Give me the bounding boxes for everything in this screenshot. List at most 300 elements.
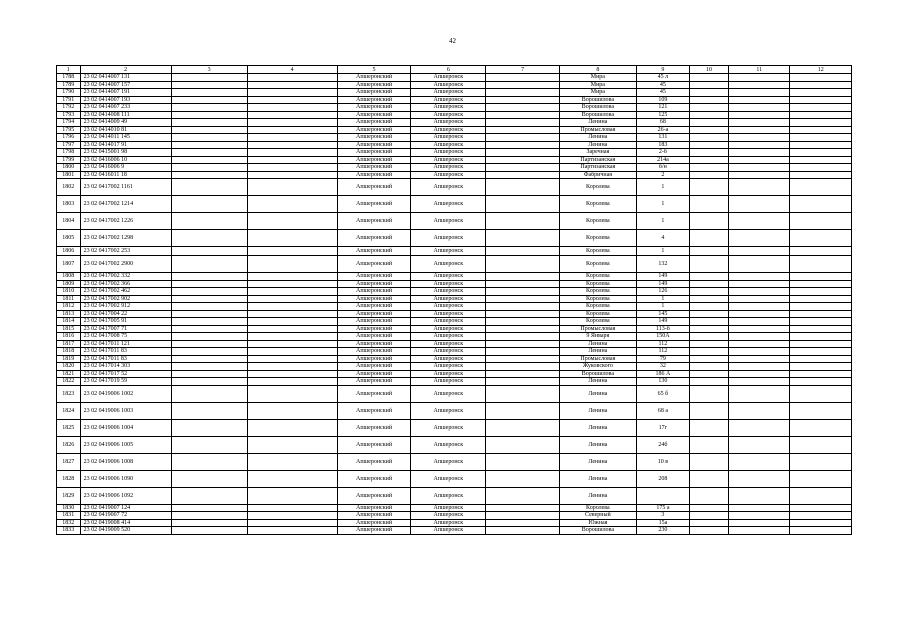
column-12-cell (790, 333, 852, 341)
column-12-cell (790, 247, 852, 256)
column-12-cell (790, 402, 852, 419)
column-3-cell (171, 273, 247, 281)
house-number-cell: 126 (636, 288, 689, 296)
column-7-cell (486, 156, 560, 164)
column-10-cell (690, 141, 729, 149)
column-11-cell (728, 419, 789, 436)
district-cell: Апшеронский (337, 247, 411, 256)
cadastral-number-cell: 23 02 0417011 121 (80, 340, 171, 348)
column-3-cell (171, 370, 247, 378)
house-number-cell: 214а (636, 156, 689, 164)
row-number-cell: 1793 (57, 111, 81, 119)
table-row (57, 247, 852, 256)
column-11-cell (728, 256, 789, 273)
column-4-cell (247, 310, 337, 318)
table-row (57, 527, 852, 535)
column-11-cell (728, 280, 789, 288)
street-cell: Партизанская (559, 156, 636, 164)
column-12-cell (790, 370, 852, 378)
column-12-cell (790, 164, 852, 172)
column-7-cell (486, 247, 560, 256)
column-11-cell (728, 156, 789, 164)
table-row (57, 419, 852, 436)
district-cell: Апшеронский (337, 119, 411, 127)
cadastral-number-cell: 23 02 0416011 18 (80, 171, 171, 179)
street-cell: Ворошилова (559, 111, 636, 119)
district-cell: Апшеронский (337, 74, 411, 82)
column-header-1: 1 (57, 66, 81, 74)
street-cell: Ленина (559, 141, 636, 149)
cadastral-number-cell: 23 02 0414007 193 (80, 96, 171, 104)
district-cell: Апшеронский (337, 519, 411, 527)
column-12-cell (790, 487, 852, 504)
column-10-cell (690, 288, 729, 296)
column-12-cell (790, 196, 852, 213)
street-cell: Северный (559, 512, 636, 520)
column-10-cell (690, 89, 729, 97)
column-7-cell (486, 355, 560, 363)
column-12-cell (790, 288, 852, 296)
row-number-cell: 1801 (57, 171, 81, 179)
city-cell: Апшеронск (411, 348, 486, 356)
column-10-cell (690, 370, 729, 378)
city-cell: Апшеронск (411, 318, 486, 326)
street-cell: Королева (559, 280, 636, 288)
column-10-cell (690, 470, 729, 487)
column-11-cell (728, 81, 789, 89)
city-cell: Апшеронск (411, 385, 486, 402)
column-10-cell (690, 318, 729, 326)
column-4-cell (247, 348, 337, 356)
column-10-cell (690, 453, 729, 470)
house-number-cell: 4 (636, 230, 689, 247)
house-number-cell: 150А (636, 333, 689, 341)
city-cell: Апшеронск (411, 527, 486, 535)
street-cell: Ленина (559, 119, 636, 127)
column-11-cell (728, 295, 789, 303)
house-number-cell: 230 (636, 527, 689, 535)
street-cell: Мира (559, 89, 636, 97)
street-cell: Южная (559, 519, 636, 527)
city-cell: Апшеронск (411, 164, 486, 172)
column-7-cell (486, 453, 560, 470)
house-number-cell (636, 487, 689, 504)
street-cell: Ленина (559, 487, 636, 504)
row-number-cell: 1809 (57, 280, 81, 288)
column-10-cell (690, 303, 729, 311)
column-3-cell (171, 141, 247, 149)
district-cell: Апшеронский (337, 96, 411, 104)
column-12-cell (790, 111, 852, 119)
column-11-cell (728, 273, 789, 281)
row-number-cell: 1810 (57, 288, 81, 296)
street-cell: Промысловая (559, 126, 636, 134)
house-number-cell: 1 (636, 295, 689, 303)
column-10-cell (690, 348, 729, 356)
cadastral-number-cell: 23 02 0414017 91 (80, 141, 171, 149)
table-row (57, 179, 852, 196)
column-11-cell (728, 402, 789, 419)
column-11-cell (728, 378, 789, 386)
street-cell: Ворошилова (559, 104, 636, 112)
column-3-cell (171, 156, 247, 164)
column-12-cell (790, 119, 852, 127)
city-cell: Апшеронск (411, 213, 486, 230)
city-cell: Апшеронск (411, 111, 486, 119)
cadastral-number-cell: 23 02 0416006 10 (80, 156, 171, 164)
table-row (57, 310, 852, 318)
column-7-cell (486, 164, 560, 172)
column-3-cell (171, 104, 247, 112)
cadastral-number-cell: 23 02 0417002 332 (80, 273, 171, 281)
row-number-cell: 1788 (57, 74, 81, 82)
row-number-cell: 1797 (57, 141, 81, 149)
house-number-cell: 45 (636, 89, 689, 97)
table-row (57, 340, 852, 348)
house-number-cell: 130 (636, 378, 689, 386)
column-4-cell (247, 303, 337, 311)
city-cell: Апшеронск (411, 126, 486, 134)
row-number-cell: 1794 (57, 119, 81, 127)
column-12-cell (790, 141, 852, 149)
street-cell: Промысловая (559, 355, 636, 363)
house-number-cell: 10 в (636, 453, 689, 470)
table-row (57, 318, 852, 326)
street-cell: Королева (559, 273, 636, 281)
house-number-cell: 175 а (636, 504, 689, 512)
city-cell: Апшеронск (411, 280, 486, 288)
street-cell: Ленина (559, 134, 636, 142)
district-cell: Апшеронский (337, 149, 411, 157)
row-number-cell: 1818 (57, 348, 81, 356)
district-cell: Апшеронский (337, 487, 411, 504)
table-row (57, 378, 852, 386)
row-number-cell: 1800 (57, 164, 81, 172)
table-body (57, 74, 852, 535)
column-4-cell (247, 512, 337, 520)
row-number-cell: 1811 (57, 295, 81, 303)
column-7-cell (486, 230, 560, 247)
column-4-cell (247, 370, 337, 378)
column-11-cell (728, 470, 789, 487)
column-11-cell (728, 111, 789, 119)
column-12-cell (790, 436, 852, 453)
column-4-cell (247, 256, 337, 273)
column-3-cell (171, 81, 247, 89)
column-10-cell (690, 436, 729, 453)
column-10-cell (690, 295, 729, 303)
column-10-cell (690, 149, 729, 157)
row-number-cell: 1820 (57, 363, 81, 371)
table-row (57, 348, 852, 356)
street-cell: Ленина (559, 419, 636, 436)
column-3-cell (171, 134, 247, 142)
district-cell: Апшеронский (337, 402, 411, 419)
column-11-cell (728, 89, 789, 97)
column-4-cell (247, 126, 337, 134)
column-7-cell (486, 385, 560, 402)
column-4-cell (247, 156, 337, 164)
column-11-cell (728, 213, 789, 230)
column-11-cell (728, 179, 789, 196)
cadastral-number-cell: 23 02 0416006 9 (80, 164, 171, 172)
column-header-4: 4 (247, 66, 337, 74)
city-cell: Апшеронск (411, 303, 486, 311)
street-cell: Ленина (559, 340, 636, 348)
column-7-cell (486, 378, 560, 386)
street-cell: Мира (559, 81, 636, 89)
column-3-cell (171, 512, 247, 520)
column-3-cell (171, 196, 247, 213)
city-cell: Апшеронск (411, 156, 486, 164)
district-cell: Апшеронский (337, 310, 411, 318)
column-header-10: 10 (690, 66, 729, 74)
cadastral-number-cell: 23 02 0417002 1214 (80, 196, 171, 213)
column-4-cell (247, 81, 337, 89)
city-cell: Апшеронск (411, 419, 486, 436)
street-cell: Промысловая (559, 325, 636, 333)
column-10-cell (690, 256, 729, 273)
column-10-cell (690, 134, 729, 142)
column-4-cell (247, 419, 337, 436)
city-cell: Апшеронск (411, 512, 486, 520)
column-12-cell (790, 134, 852, 142)
column-12-cell (790, 156, 852, 164)
city-cell: Апшеронск (411, 273, 486, 281)
column-7-cell (486, 419, 560, 436)
column-7-cell (486, 74, 560, 82)
table-row (57, 363, 852, 371)
district-cell: Апшеронский (337, 141, 411, 149)
column-12-cell (790, 310, 852, 318)
column-10-cell (690, 126, 729, 134)
column-11-cell (728, 325, 789, 333)
table-row (57, 303, 852, 311)
column-header-3: 3 (171, 66, 247, 74)
column-11-cell (728, 126, 789, 134)
house-number-cell: 1 (636, 196, 689, 213)
column-4-cell (247, 333, 337, 341)
cadastral-number-cell: 23 02 0417002 1226 (80, 213, 171, 230)
district-cell: Апшеронский (337, 81, 411, 89)
house-number-cell: 1 (636, 303, 689, 311)
cadastral-number-cell: 23 02 0419009 520 (80, 527, 171, 535)
column-7-cell (486, 295, 560, 303)
cadastral-number-cell: 23 02 0419006 1002 (80, 385, 171, 402)
column-4-cell (247, 96, 337, 104)
city-cell: Апшеронск (411, 363, 486, 371)
row-number-cell: 1789 (57, 81, 81, 89)
column-11-cell (728, 164, 789, 172)
column-11-cell (728, 436, 789, 453)
column-3-cell (171, 230, 247, 247)
street-cell: Заречная (559, 149, 636, 157)
cadastral-number-cell: 23 02 0414007 131 (80, 74, 171, 82)
cadastral-number-cell: 23 02 0417002 1298 (80, 230, 171, 247)
cadastral-number-cell: 23 02 0417011 83 (80, 355, 171, 363)
street-cell: Ленина (559, 402, 636, 419)
table-row (57, 134, 852, 142)
column-12-cell (790, 340, 852, 348)
column-7-cell (486, 519, 560, 527)
column-4-cell (247, 295, 337, 303)
column-7-cell (486, 348, 560, 356)
column-10-cell (690, 355, 729, 363)
street-cell: Королева (559, 504, 636, 512)
column-4-cell (247, 247, 337, 256)
column-4-cell (247, 280, 337, 288)
city-cell: Апшеронск (411, 295, 486, 303)
column-7-cell (486, 111, 560, 119)
column-10-cell (690, 230, 729, 247)
column-header-5: 5 (337, 66, 411, 74)
city-cell: Апшеронск (411, 141, 486, 149)
column-4-cell (247, 325, 337, 333)
column-11-cell (728, 504, 789, 512)
cadastral-number-cell: 23 02 0414009 49 (80, 119, 171, 127)
district-cell: Апшеронский (337, 171, 411, 179)
row-number-cell: 1833 (57, 527, 81, 535)
column-12-cell (790, 348, 852, 356)
district-cell: Апшеронский (337, 295, 411, 303)
column-7-cell (486, 340, 560, 348)
column-3-cell (171, 126, 247, 134)
column-11-cell (728, 385, 789, 402)
column-3-cell (171, 487, 247, 504)
city-cell: Апшеронск (411, 134, 486, 142)
column-12-cell (790, 363, 852, 371)
row-number-cell: 1798 (57, 149, 81, 157)
column-3-cell (171, 74, 247, 82)
house-number-cell: 3 (636, 512, 689, 520)
column-7-cell (486, 325, 560, 333)
column-12-cell (790, 230, 852, 247)
district-cell: Апшеронский (337, 288, 411, 296)
column-12-cell (790, 171, 852, 179)
city-cell: Апшеронск (411, 74, 486, 82)
table-row (57, 333, 852, 341)
cadastral-number-cell: 23 02 0417004 22 (80, 310, 171, 318)
street-cell: Ленина (559, 378, 636, 386)
city-cell: Апшеронск (411, 96, 486, 104)
row-number-cell: 1831 (57, 512, 81, 520)
column-12-cell (790, 295, 852, 303)
table-row (57, 385, 852, 402)
house-number-cell: 186 А (636, 370, 689, 378)
table-row (57, 273, 852, 281)
row-number-cell: 1791 (57, 96, 81, 104)
column-3-cell (171, 355, 247, 363)
table-row (57, 370, 852, 378)
column-11-cell (728, 171, 789, 179)
row-number-cell: 1812 (57, 303, 81, 311)
district-cell: Апшеронский (337, 256, 411, 273)
cadastral-number-cell: 23 02 0417008 75 (80, 333, 171, 341)
table-row (57, 196, 852, 213)
column-10-cell (690, 164, 729, 172)
table-row (57, 126, 852, 134)
street-cell: Ленина (559, 436, 636, 453)
column-7-cell (486, 89, 560, 97)
column-4-cell (247, 230, 337, 247)
column-10-cell (690, 363, 729, 371)
house-number-cell: б/н (636, 164, 689, 172)
column-12-cell (790, 419, 852, 436)
table-row (57, 436, 852, 453)
city-cell: Апшеронск (411, 333, 486, 341)
table-row (57, 453, 852, 470)
district-cell: Апшеронский (337, 527, 411, 535)
column-10-cell (690, 504, 729, 512)
cadastral-number-cell: 23 02 0417002 366 (80, 280, 171, 288)
city-cell: Апшеронск (411, 171, 486, 179)
street-cell: Королева (559, 256, 636, 273)
column-7-cell (486, 141, 560, 149)
city-cell: Апшеронск (411, 436, 486, 453)
house-number-cell: 79 (636, 355, 689, 363)
column-12-cell (790, 74, 852, 82)
column-4-cell (247, 89, 337, 97)
column-header-11: 11 (728, 66, 789, 74)
column-4-cell (247, 179, 337, 196)
street-cell: Королева (559, 318, 636, 326)
column-3-cell (171, 288, 247, 296)
row-number-cell: 1823 (57, 385, 81, 402)
cadastral-number-cell: 23 02 0414010 81 (80, 126, 171, 134)
house-number-cell: 125 (636, 111, 689, 119)
district-cell: Апшеронский (337, 340, 411, 348)
row-number-cell: 1827 (57, 453, 81, 470)
column-7-cell (486, 527, 560, 535)
column-7-cell (486, 487, 560, 504)
row-number-cell: 1822 (57, 378, 81, 386)
column-10-cell (690, 81, 729, 89)
column-4-cell (247, 453, 337, 470)
cadastral-number-cell: 23 02 0419007 72 (80, 512, 171, 520)
column-7-cell (486, 470, 560, 487)
street-cell: Жуковского (559, 363, 636, 371)
column-3-cell (171, 295, 247, 303)
district-cell: Апшеронский (337, 134, 411, 142)
column-11-cell (728, 453, 789, 470)
column-10-cell (690, 213, 729, 230)
house-number-cell: 149 (636, 273, 689, 281)
column-10-cell (690, 156, 729, 164)
district-cell: Апшеронский (337, 303, 411, 311)
cadastral-number-cell: 23 02 0419006 1003 (80, 402, 171, 419)
column-4-cell (247, 104, 337, 112)
column-7-cell (486, 280, 560, 288)
cadastral-number-cell: 23 02 0419006 1008 (80, 453, 171, 470)
column-4-cell (247, 363, 337, 371)
district-cell: Апшеронский (337, 213, 411, 230)
street-cell: Королева (559, 196, 636, 213)
city-cell: Апшеронск (411, 470, 486, 487)
column-7-cell (486, 504, 560, 512)
cadastral-number-cell: 23 02 0417002 462 (80, 288, 171, 296)
column-7-cell (486, 318, 560, 326)
table-row (57, 325, 852, 333)
cadastral-number-cell: 23 02 0419007 124 (80, 504, 171, 512)
cadastral-number-cell: 23 02 0417007 71 (80, 325, 171, 333)
column-7-cell (486, 149, 560, 157)
cadastral-number-cell: 23 02 0419008 414 (80, 519, 171, 527)
street-cell: 9 Января (559, 333, 636, 341)
table-row (57, 402, 852, 419)
column-10-cell (690, 487, 729, 504)
row-number-cell: 1796 (57, 134, 81, 142)
column-11-cell (728, 340, 789, 348)
